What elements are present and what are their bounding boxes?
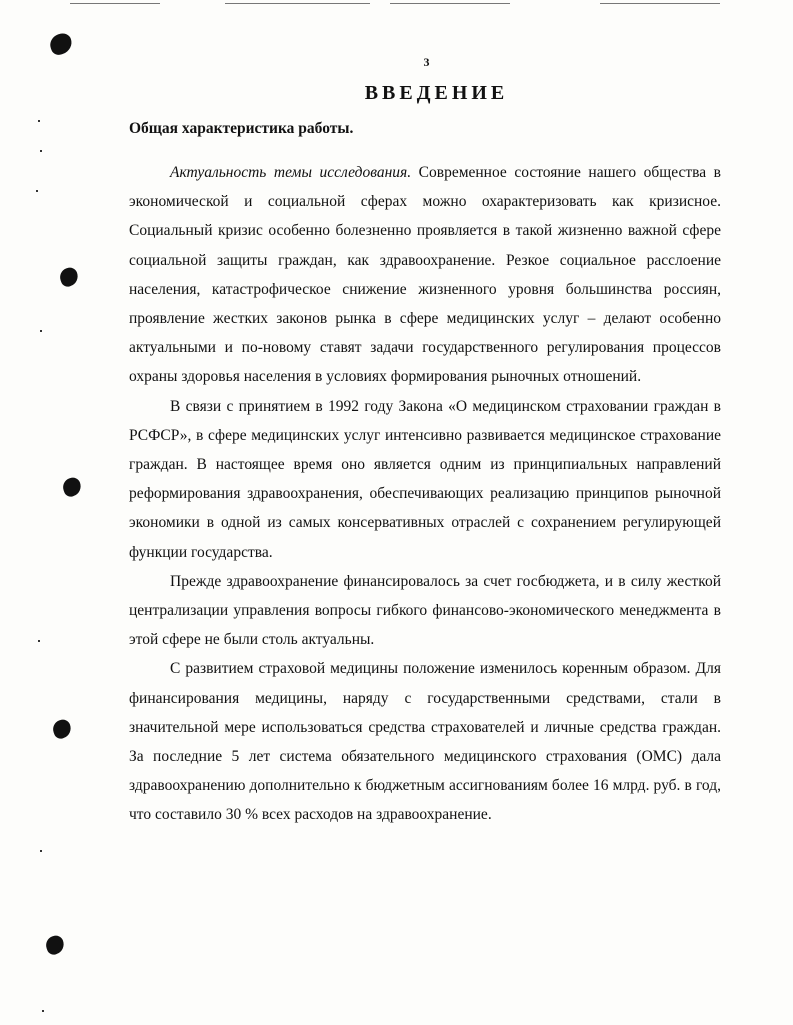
section-subheading: Общая характеристика работы. [129, 120, 354, 137]
punch-hole-mark [47, 31, 75, 57]
topic-label: Актуальность темы исследования. [170, 164, 412, 181]
paragraph-text: Современное состояние нашего общества в экономической и социальной сферах можно охарактеризовать как кризисное. Социальный кризис особенно болезненно проявляется в такой жизненно важной сфере социальной защиты граждан, как здравоохранение. Резкое социальное расслоение населения, катастрофическое снижение жизненного уровня большинства россиян, проявление жестких законов рынка в сфере медицинских услуг – делают особенно актуальными и по-новому ставят задачи государственного регулирования процессов охраны здоровья населения в условиях формирования рыночных отношений. [129, 164, 721, 386]
paragraph: В связи с принятием в 1992 году Закона «О медицинском страховании граждан в РСФСР», в сфере медицинских услуг интенсивно развивается медицинское страхование граждан. В настоящее время оно является одним из принципиальных направлений реформирования здравоохранения, обеспечивающих реализацию принципов рыночной экономики в одной из самых консервативных отраслей с сохранением регулирующей функции государства. [129, 397, 721, 561]
punch-hole-mark [57, 265, 80, 288]
scan-artifact-line [225, 3, 370, 4]
section-heading: ВВЕДЕНИЕ [364, 82, 509, 104]
scan-speck [42, 1010, 44, 1012]
scan-speck [40, 850, 42, 852]
scan-speck [40, 150, 42, 152]
paragraph: С развитием страховой медицины положение изменилось коренным образом. Для финансирования медицины, наряду с государственными средствами, стали в значительной мере использоваться средства страхователей и личные средства граждан. За последние 5 лет система обязательного медицинского страхования (ОМС) дала здравоохранению дополнительно к бюджетным ассигнованиям более 16 млрд. руб. в год, что составило 30 % всех расходов на здравоохранение. [129, 660, 721, 824]
punch-hole-mark [50, 717, 73, 740]
page-number: 3 [423, 55, 430, 69]
scan-artifact-line [70, 3, 160, 4]
paragraph: Прежде здравоохранение финансировалось за счет госбюджета, и в силу жесткой централизации управления вопросы гибкого финансово-экономического менеджмента в этой сфере не были столь актуальны. [129, 572, 721, 649]
scan-artifact-line [600, 3, 720, 4]
body-text [129, 158, 721, 830]
scan-speck [38, 640, 40, 642]
punch-hole-mark [60, 475, 83, 498]
scan-speck [38, 120, 40, 122]
scan-speck [40, 330, 42, 332]
punch-hole-mark [43, 933, 66, 956]
paragraph [129, 158, 721, 392]
scan-speck [36, 190, 38, 192]
scan-artifact-line [390, 3, 510, 4]
